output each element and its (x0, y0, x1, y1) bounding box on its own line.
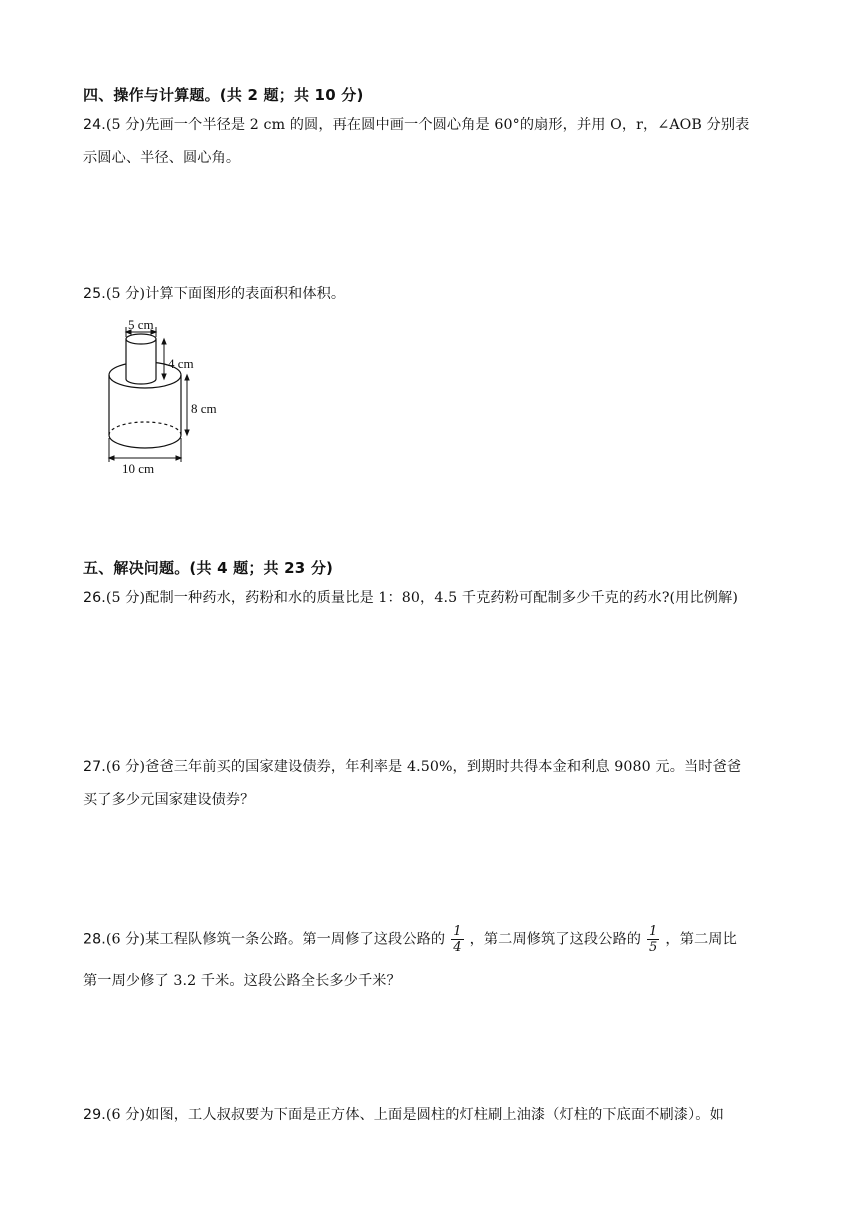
question-25-points: (5 分) (105, 286, 146, 302)
question-24-text-1: 先画一个半径是 2 cm 的圆，再在圆中画一个圆心角是 60°的扇形，并用 O，r，∠AOB 分别表 (145, 117, 750, 133)
question-24-line-2: 示圆心、半径、圆心角。 (83, 150, 241, 166)
section-5-heading: 五、解决问题。(共 4 题；共 23 分) (83, 559, 334, 577)
question-24-line-1 (83, 114, 749, 134)
question-28-line-2: 第一周少修了 3.2 千米。这段公路全长多少千米？ (83, 973, 401, 989)
question-24-number: 24. (83, 117, 106, 133)
bottom-width-label: 10 cm (122, 461, 155, 476)
question-27-line-1 (83, 756, 741, 776)
question-26-points: (5 分) (105, 590, 146, 606)
question-28-line-1 (83, 924, 737, 955)
question-26-text: 配制一种药水，药粉和水的质量比是 1：80，4.5 千克药粉可配制多少千克的药水?(用比例解) (145, 590, 738, 606)
top-width-label: 5 cm (128, 317, 154, 332)
question-24-points: (5 分) (105, 117, 146, 133)
question-26-number: 26. (83, 590, 106, 606)
question-28-text-3: ，第二周比 (665, 931, 737, 948)
top-height-label: 4 cm (168, 356, 194, 371)
fraction-one-fifth: $\frac{1}{5}$ (649, 924, 658, 955)
question-27-number: 27. (83, 759, 106, 775)
question-27-points: (6 分) (105, 759, 146, 775)
question-27-line-2: 买了多少元国家建设债券？ (83, 792, 255, 808)
section-4-heading: 四、操作与计算题。(共 2 题；共 10 分) (83, 86, 364, 104)
question-28-text-2: ，第二周修筑了这段公路的 (469, 931, 642, 948)
question-27-text-1: 爸爸三年前买的国家建设债券，年利率是 4.50%，到期时共得本金和利息 9080 元。当时爸爸 (145, 759, 742, 775)
composite-cylinder-figure (100, 315, 240, 480)
question-29-number: 29. (83, 1107, 106, 1123)
question-28-points: (6 分) (105, 931, 146, 948)
bottom-height-label: 8 cm (191, 401, 217, 416)
question-26-line (83, 587, 738, 607)
question-25-text: 计算下面图形的表面积和体积。 (145, 286, 346, 302)
question-25-number: 25. (83, 286, 106, 302)
question-29-points: (6 分) (105, 1107, 146, 1123)
question-28-text-1: 某工程队修筑一条公路。第一周修了这段公路的 (145, 931, 446, 948)
fraction-one-quarter: $\frac{1}{4}$ (453, 924, 462, 955)
question-29-line-1 (83, 1104, 724, 1124)
question-29-text-1: 如图，工人叔叔要为下面是正方体、上面是圆柱的灯柱刷上油漆（灯柱的下底面不刷漆）。如 (145, 1107, 724, 1123)
question-28-number: 28. (83, 931, 106, 948)
question-25-line (83, 283, 345, 303)
